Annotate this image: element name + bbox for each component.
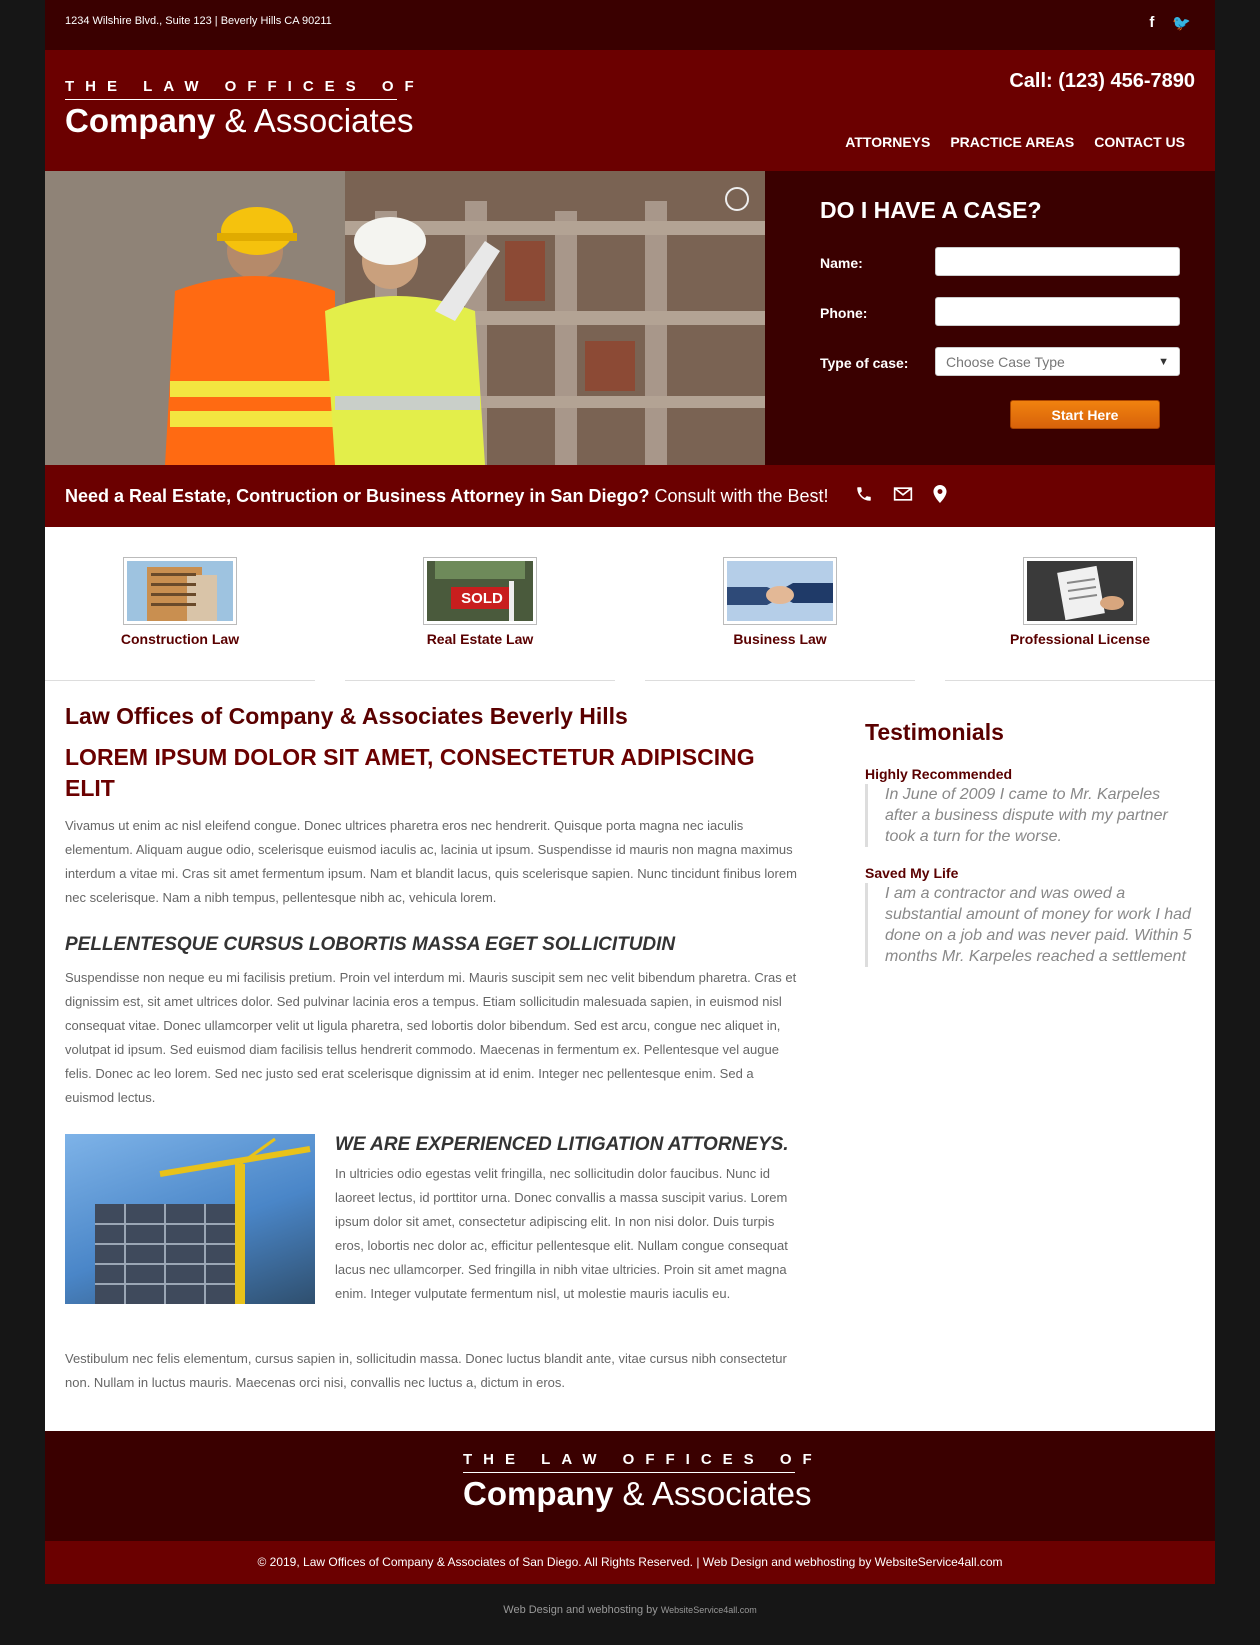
hero <box>45 171 1215 465</box>
name-row <box>820 247 1180 277</box>
area-label: Professional License <box>1009 631 1151 647</box>
practice-areas <box>45 527 1215 681</box>
paragraph-2: Suspendisse non neque eu mi facilisis pretium. Proin vel interdum mi. Mauris suscipit sem nec velit bibendum pharetra. Cras et dignissim est, sit amet ultrices dolor. Sed pulvinar lacinia eros a tempus. Etiam sollicitudin malesuada sapien, in euismod nisl consequat vitae. Donec ullamcorper velit ut ligula pharetra, sed lobortis dolor bibendum. Sed est arcu, congue nec aliquet in, volutpat id ipsum. Sed euismod diam facilisis tellus hendrerit commodo. Maecenas in fermentum ex. Pellentesque vel augue felis. Donec ac leo lorem. Sed nec justo sed erat scelerisque dignissim at id enim. Integer nec pellentesque enim. Sed a euismod lectus. <box>65 970 797 1105</box>
area-construction-law[interactable] <box>45 557 315 647</box>
bottom-credit <box>0 1604 1260 1616</box>
name-input[interactable] <box>935 247 1180 276</box>
area-business-law[interactable] <box>645 557 915 647</box>
text-column <box>335 1134 800 1306</box>
case-form <box>765 171 1215 465</box>
site-header <box>45 50 1215 171</box>
clipboard-icon <box>1027 561 1133 621</box>
paragraph-1: Vivamus ut enim ac nisl eleifend congue. Donec ultrices pharetra eros nec hendrerit. Quisque porta magna nec iaculis elementum. Aliquam augue odio, scelerisque euismod iaculis ac, lacinia ut ipsum. Suspendisse id mauris non magna maximus interdum a vitae mi. Cras sit amet fermentum ipsum. Nam et blandit lacus, quis scelerisque sapien. Nunc tincidunt finibus lorem nec scelerisque. Nam a nibh tempus, pellentesque nibh ac, vehicula lorem. <box>65 818 797 905</box>
logo-line1: THE LAW OFFICES OF <box>65 78 397 100</box>
phone-label: Phone: <box>820 305 868 321</box>
testimonial <box>865 766 1195 847</box>
area-thumb <box>423 557 537 625</box>
case-type-value: Choose Case Type <box>946 353 1065 370</box>
address: 1234 Wilshire Blvd., Suite 123 | Beverly Hills CA 90211 <box>65 15 332 27</box>
logo-line1: THE LAW OFFICES OF <box>463 1451 795 1473</box>
nav-practice-areas[interactable]: PRACTICE AREAS <box>950 134 1075 150</box>
map-pin-icon[interactable] <box>933 485 947 508</box>
footer <box>45 1431 1215 1541</box>
top-bar <box>45 0 1215 50</box>
area-professional-license[interactable] <box>945 557 1215 647</box>
nav-attorneys[interactable]: ATTORNEYS <box>845 134 931 150</box>
crane-building-icon <box>65 1134 315 1304</box>
section-heading: PELLENTESQUE CURSUS LOBORTIS MASSA EGET SOLLICITUDIN <box>65 934 676 955</box>
area-label: Real Estate Law <box>426 631 534 647</box>
case-type-select[interactable] <box>935 347 1180 376</box>
name-label: Name: <box>820 255 863 271</box>
phone-row <box>820 297 1180 327</box>
testimonials <box>865 719 1195 985</box>
testimonial-title: Highly Recommended <box>865 766 1013 782</box>
logo-bold: Company <box>463 1475 614 1512</box>
banner-bold: Need a Real Estate, Contruction or Business Attorney in San Diego? <box>65 486 650 506</box>
phone-number[interactable]: Call: (123) 456-7890 <box>1009 70 1195 92</box>
phone-input[interactable] <box>935 297 1180 326</box>
main-nav <box>845 134 1185 150</box>
area-thumb <box>723 557 837 625</box>
area-thumb <box>1023 557 1137 625</box>
chevron-down-icon: ▼ <box>1158 355 1169 368</box>
testimonial-quote: I am a contractor and was owed a substantial amount of money for work I had done on a job and was never paid. Within 5 months Mr. Karpeles reached a settlement <box>865 883 1195 967</box>
banner-text <box>65 486 829 507</box>
logo-rest: & Associates <box>224 102 414 139</box>
social-links <box>1149 14 1191 32</box>
footer-logo[interactable] <box>463 1451 823 1513</box>
image-text-section <box>65 1134 800 1329</box>
testimonial-quote: In June of 2009 I came to Mr. Karpeles after a business dispute with my partner took a turn for the worse. <box>865 784 1195 847</box>
phone-icon[interactable] <box>855 485 873 508</box>
building-icon <box>127 561 233 621</box>
slider-indicator-icon[interactable] <box>725 187 749 211</box>
article <box>65 703 800 1395</box>
logo-rest: & Associates <box>622 1475 812 1512</box>
area-label: Construction Law <box>120 631 240 647</box>
section-heading-2: WE ARE EXPERIENCED LITIGATION ATTORNEYS. <box>335 1134 789 1155</box>
sold-sign-icon <box>427 561 533 621</box>
page-title: Law Offices of Company & Associates Beverly Hills <box>65 703 628 729</box>
start-here-button[interactable]: Start Here <box>1010 400 1160 429</box>
credit-link[interactable]: WebsiteService4all.com <box>660 1605 757 1615</box>
form-title: DO I HAVE A CASE? <box>820 197 1042 223</box>
testimonial <box>865 865 1195 967</box>
handshake-icon <box>727 561 833 621</box>
logo-line2 <box>463 1475 812 1513</box>
construction-workers-image <box>45 171 765 465</box>
page-subtitle: LOREM IPSUM DOLOR SIT AMET, CONSECTETUR ADIPISCING ELIT <box>65 744 755 801</box>
area-thumb <box>123 557 237 625</box>
testimonial-title: Saved My Life <box>865 865 959 881</box>
paragraph-3: In ultricies odio egestas velit fringilla, nec sollicitudin dolor faucibus. Nunc id laoreet lectus, id porttitor urna. Donec convallis a massa suscipit varius. Lorem ipsum dolor sit amet, consectetur adipiscing elit. In non nisi dolor. Duis turpis eros, lobortis nec dolor ac, efficitur pellentesque elit. Nullam congue consequat lacus nec ullamcorper. Sed fringilla in nibh vitae ultricies. Proin sit amet magna enim. Integer vulputate fermentum nisl, ut molestie mauris iaculis eu. <box>335 1166 788 1301</box>
type-row <box>820 347 1180 377</box>
crane-image <box>65 1134 315 1304</box>
logo-line2 <box>65 102 414 140</box>
credit-text: Web Design and webhosting by <box>503 1604 658 1616</box>
twitter-icon[interactable]: 🐦 <box>1172 15 1191 32</box>
main-content <box>45 681 1215 1431</box>
svg-text:SOLD: SOLD <box>461 590 503 607</box>
banner-icons <box>855 485 947 508</box>
area-label: Business Law <box>733 631 827 647</box>
type-label: Type of case: <box>820 355 909 371</box>
copyright-bar: © 2019, Law Offices of Company & Associates of San Diego. All Rights Reserved. | Web Design and webhosting by WebsiteService4all.com <box>45 1541 1215 1584</box>
logo-bold: Company <box>65 102 216 139</box>
logo[interactable] <box>65 78 425 140</box>
mail-icon[interactable] <box>893 485 913 508</box>
nav-contact-us[interactable]: CONTACT US <box>1094 134 1185 150</box>
paragraph-4: Vestibulum nec felis elementum, cursus sapien in, sollicitudin massa. Donec luctus blandit ante, vitae cursus nibh consectetur non. Nullam in luctus mauris. Maecenas orci nisi, convallis nec luctus a, dictum in eros. <box>65 1351 787 1390</box>
testimonials-title: Testimonials <box>865 719 1004 745</box>
facebook-icon[interactable]: f <box>1149 14 1155 31</box>
hero-image <box>45 171 765 465</box>
banner-rest: Consult with the Best! <box>654 486 829 506</box>
area-real-estate-law[interactable] <box>345 557 615 647</box>
cta-banner <box>45 465 1215 527</box>
